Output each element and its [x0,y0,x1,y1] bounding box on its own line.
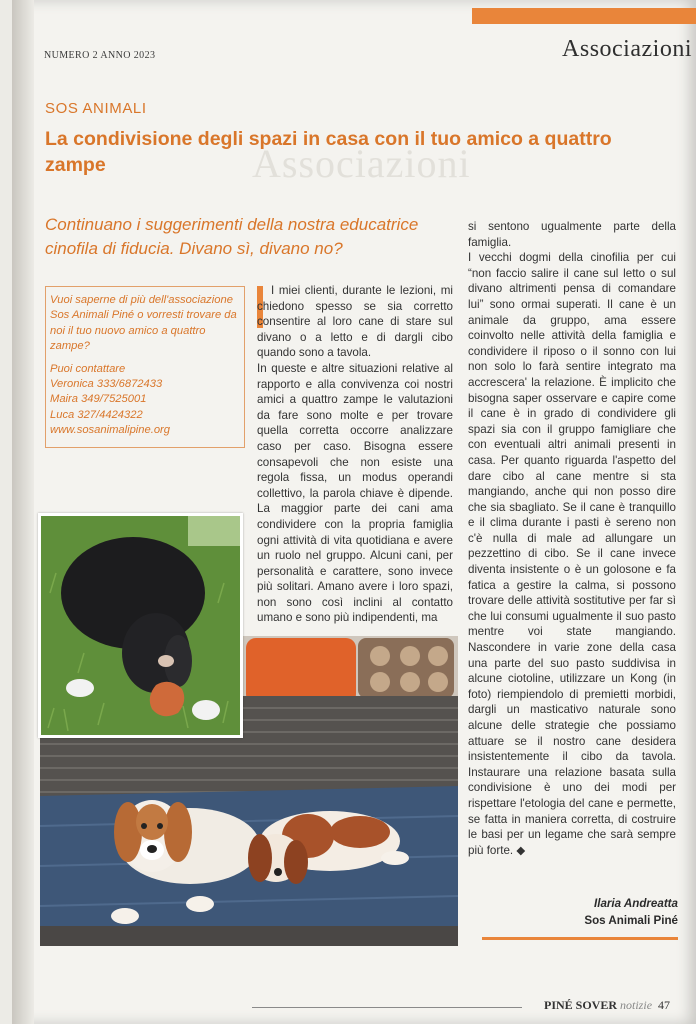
contact-label: Puoi contattare [50,362,126,375]
page-number: 47 [658,998,671,1012]
kong-photo-illustration [38,513,243,738]
footer-sub: notizie [620,998,653,1012]
contact-3: Luca 327/4424322 [50,408,143,421]
paragraph-2: In queste e altre situazioni relative al rapporto e alla convivenza coi nostri amici a quattro zampe le valutazioni da fare sono molte e per trovare quella corretta occorre analizzare caso per caso. Bisogna essere consapevoli che non esiste una regola fissa, un modus operandi collettivo, la parola chiave è dipende. La maggior parte dei cani ama condividere con la propria famiglia ogni attività di vita quotidiana e avere un ruolo nel gruppo. Alcuni cani, per personalità e carattere, sono invece più solitari. Amano avere i loro spazi, non sono così inclini al contatto umano e sono più indipendenti, ma [257,361,453,625]
author-name: Ilaria Andreatta [594,897,678,910]
section-title: Associazioni [562,36,692,62]
contact-1: Veronica 333/6872433 [50,378,163,391]
contact-2: Maira 349/7525001 [50,393,147,406]
page-gutter [12,0,34,1024]
author-signature [468,895,678,929]
footer-brand: PINÉ SOVER [544,998,618,1012]
kong-toy [150,682,185,716]
magazine-page [12,0,696,1024]
photo-dog-with-kong [38,513,243,738]
closing-rule [482,937,678,940]
footer-rule [252,1007,522,1008]
paragraph-1: I miei clienti, durante le lezioni, mi chiedono spesso se sia corretto consentire al loro cane di stare sul divano o a letto e di dargli cibo quando sono a tavola. [257,284,453,360]
body-column-2 [257,283,453,626]
issue-label: NUMERO 2 ANNO 2023 [44,50,156,61]
article-title: La condivisione degli spazi in casa con il tuo amico a quattro zampe [45,128,612,176]
info-intro: Vuoi saperne di più dell'associazione Sos Animali Piné o vorresti trovare da noi il tuo nuovo amico a quattro zampe? [50,294,237,353]
article-kicker: SOS ANIMALI [45,100,147,117]
orange-cushion [246,638,356,704]
article-lead: Continuano i suggerimenti della nostra educatrice cinofila di fiducia. Divano sì, divano no? [45,215,419,258]
body-column-3 [468,219,676,858]
paragraph-4: I vecchi dogmi della cinofilia per cui “non faccio salire il cane sul letto o sul divano altrimenti pensa di comandare lui” sono ormai superati. Il cane è un animale da gruppo, ama essere coinvolto nelle attività della famiglia e condividere il riposo o il sonno con lui non solo lo farà sentire integrato ma accrescera' la relazione. È implicito che bisogna saper osservare e capire come il cane è in grado di condividere gli spazi sia con il gruppo famigliare che con eventuali altri animali presenti in casa. Per quanto riguarda l'aspetto del dare cibo al cane mentre si sta mangiando, anche qui non posso dire che sia sbagliato. Se il cane è tranquillo e il clima durante i pasti è sereno non c'è nulla di male ad allungare un pezzettino di cibo. Se il cane invece diventa insistente o è un golosone e fa fatica a gestire la calma, si possono trovare delle attività sostitutive per far sì che lui consumi ugualmente il suo pasto mentre voi state mangiando. Nascondere in varie zone della casa una parte del suo pasto suddivisa in alcune ciotoline, utilizzare un Kong (in foto) riempiendolo di premietti morbidi, dargli un masticativo naturale sono alcune delle strategie che possiamo attuare se il nostro cane desidera insistentemente il cibo da tavola. Instaurare una relazione basata sulla condivisione è uno dei modi per rispettare l'etologia del cane e permette, se fatta in maniera corretta, di costruire le basi per un legame che sarà sempre più forte. ◆ [468,251,676,857]
paragraph-3: si sentono ugualmente parte della famiglia. [468,220,676,249]
footer [544,998,670,1013]
info-box [45,286,245,448]
website-link[interactable]: www.sosanimalipine.org [50,424,171,437]
top-accent-bar [472,8,696,24]
author-org: Sos Animali Piné [584,914,678,927]
ghost-watermark: Associazioni [252,141,471,186]
